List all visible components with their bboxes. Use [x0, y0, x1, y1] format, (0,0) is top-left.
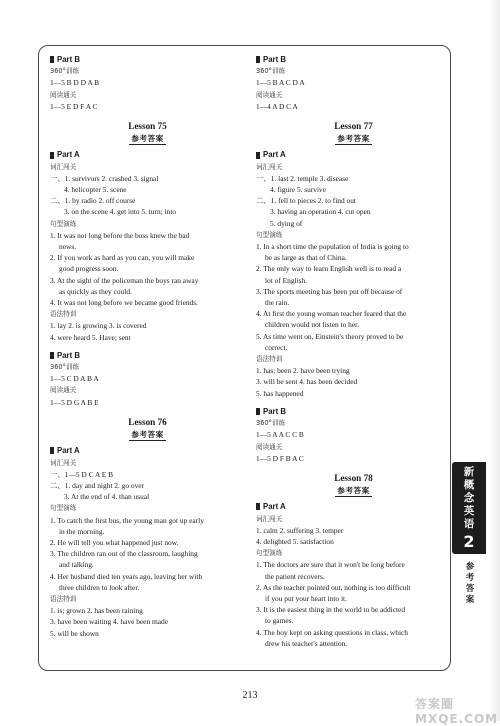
- answer-line: 1—5 D F B A C: [256, 453, 304, 463]
- page-number: 213: [242, 690, 258, 701]
- watermark-logo: 答案圈 MXQE.COM: [415, 697, 499, 726]
- answer-line: 3. will be sent 4. has been decided: [256, 377, 358, 387]
- answer-line: 一、1—5 D C A E B: [50, 469, 114, 479]
- sentence-item: 4. The boy kept on asking questions in class, which drew his teacher's attention.: [256, 627, 408, 648]
- section-label: 阅读通关: [256, 90, 283, 99]
- sentence-item: 1. To catch the first bus, the young man got up early in the morning.: [50, 515, 204, 536]
- section-label: 360°训练: [256, 419, 286, 428]
- answer-line: 1—5 D G A B E: [50, 397, 99, 407]
- sentence-item: 4. Her husband died ten years ago, leaving her with three children to look after.: [50, 571, 203, 592]
- part-marker-icon: [256, 152, 260, 159]
- part-b-heading: Part B: [50, 54, 245, 65]
- part-a-heading: Part A: [256, 501, 451, 512]
- sentence-item: 4. At first the young woman teacher feared that the children would not listen to her.: [256, 309, 407, 330]
- answer-line: 3. having an operation 4. cut open: [270, 207, 371, 217]
- sentence-item: 3. The sports meeting has been put off because of the rain.: [256, 286, 403, 308]
- answer-line: 3. on the scene 4. get into 5. turn; into: [64, 207, 177, 217]
- part-marker-icon: [256, 503, 260, 510]
- sentence-item: 2. The only way to learn English well is to read a lot of English.: [256, 264, 402, 285]
- sentence-item: 1. It was not long before the boss knew the bad news.: [50, 230, 190, 252]
- part-a-heading: Part A: [50, 445, 245, 456]
- answer-line: 1—5 A A C C B: [256, 430, 304, 440]
- sentence-item: 2. He will tell you what happened just now.: [50, 537, 179, 547]
- sentence-item: 4. It was not long before we became good friends.: [50, 298, 198, 308]
- section-label: 360°训练: [50, 67, 80, 76]
- section-label: 句型演练: [50, 219, 77, 228]
- lesson-title: Lesson 77: [334, 121, 373, 132]
- answer-line: 1. is; grown 2. has been raining: [50, 606, 143, 616]
- answer-key-badge: 参考答案: [50, 133, 245, 145]
- answer-line: 1—5 E D F A C: [50, 101, 98, 111]
- part-marker-icon: [256, 56, 260, 63]
- part-a-heading: Part A: [50, 149, 245, 160]
- lesson-title: Lesson 75: [128, 121, 167, 132]
- section-label: 词汇闯关: [256, 162, 283, 171]
- sentence-item: 3. It is the easiest thing in the world to be addicted to games.: [256, 605, 406, 626]
- answer-line: 一、1. survivors 2. crashed 3. signal: [50, 173, 159, 183]
- section-label: 句型演练: [256, 549, 283, 558]
- answer-line: 二、1. fell to pieces 2. to find out: [256, 196, 356, 206]
- part-marker-icon: [256, 408, 260, 415]
- answer-line: 二、1. by radio 2. off course: [50, 196, 136, 206]
- answer-key-badge: 参考答案: [256, 133, 451, 145]
- answer-key-badge: 参考答案: [256, 485, 451, 497]
- answer-line: 4. were heard 5. Have; sent: [50, 332, 131, 342]
- section-label: 语法特训: [50, 310, 77, 319]
- left-column: [50, 52, 245, 639]
- section-label: 阅读通关: [50, 386, 77, 395]
- answer-line: 1—5 C D A B A: [50, 374, 99, 384]
- answer-line: 5. dying of: [270, 218, 303, 228]
- lesson-title: Lesson 78: [334, 472, 373, 483]
- book-title-tab: 新 概 念 英 语 2: [452, 462, 486, 554]
- section-label: 阅读通关: [50, 90, 77, 99]
- part-b-heading: Part B: [256, 54, 451, 65]
- section-label: 句型演练: [256, 230, 283, 239]
- lesson-title: Lesson 76: [128, 416, 167, 427]
- answer-line: 1. calm 2. suffering 3. temper: [256, 525, 344, 535]
- section-label: 句型演练: [50, 504, 77, 513]
- section-label: 词汇闯关: [256, 514, 283, 523]
- sentence-item: 3. The children ran out of the classroom, laughing and talking.: [50, 549, 198, 570]
- section-label: 360°训练: [256, 67, 286, 76]
- answer-key-badge: 参考答案: [50, 429, 245, 441]
- answer-line: 5. has happened: [256, 388, 304, 398]
- sentence-item: 1. In a short time the population of India is going to be as large as that of China.: [256, 242, 409, 263]
- section-label: 语法特训: [50, 594, 77, 603]
- sentence-item: 1. The doctors are sure that it won't be long before the patient recovers.: [256, 560, 405, 581]
- answer-line: 3. have been waiting 4. have been made: [50, 617, 168, 627]
- answer-line: 4. figure 5. survive: [270, 185, 327, 195]
- section-label: 词汇闯关: [50, 458, 77, 467]
- sentence-item: 5. As time went on, Einstein's theory proved to be correct.: [256, 331, 404, 352]
- sentence-item: 2. If you work as hard as you can, you will make good progress soon.: [50, 253, 195, 274]
- answer-line: 4. helicopter 5. scene: [64, 185, 127, 195]
- answer-line: 1. has; been 2. have been trying: [256, 366, 350, 376]
- answer-line: 3. At the end of 4. than usual: [64, 492, 150, 502]
- part-marker-icon: [50, 352, 54, 359]
- part-b-heading: Part B: [50, 350, 245, 361]
- page-edge-shadow: [488, 0, 500, 721]
- part-b-heading: Part B: [256, 406, 451, 417]
- answer-line: 5. will be shown: [50, 628, 99, 638]
- answer-line: 4. delighted 5. satisfaction: [256, 536, 334, 546]
- part-marker-icon: [50, 56, 54, 63]
- answer-line: 1. lay 2. is growing 3. is covered: [50, 321, 147, 331]
- section-label: 词汇闯关: [50, 162, 77, 171]
- part-marker-icon: [50, 152, 54, 159]
- section-label: 阅读通关: [256, 442, 283, 451]
- right-column: [256, 52, 451, 649]
- part-a-heading: Part A: [256, 149, 451, 160]
- answer-line: 1—5 B A C D A: [256, 78, 305, 88]
- sentence-item: 3. At the sight of the policeman the boys ran away as quickly as they could.: [50, 275, 199, 296]
- sentence-item: 2. As the teacher pointed out, nothing is too difficult if you put your heart into it.: [256, 582, 411, 603]
- section-label: 语法特训: [256, 355, 283, 364]
- answer-line: 1—5 B D D A B: [50, 78, 100, 88]
- part-marker-icon: [50, 447, 54, 454]
- answer-key-side-label: 参 考 答 案: [465, 562, 475, 605]
- answer-line: 1—4 A D C A: [256, 101, 298, 111]
- section-label: 360°训练: [50, 363, 80, 372]
- answer-line: 一、1. last 2. temple 3. disease: [256, 173, 349, 183]
- answer-line: 二、1. day and night 2. go over: [50, 480, 145, 490]
